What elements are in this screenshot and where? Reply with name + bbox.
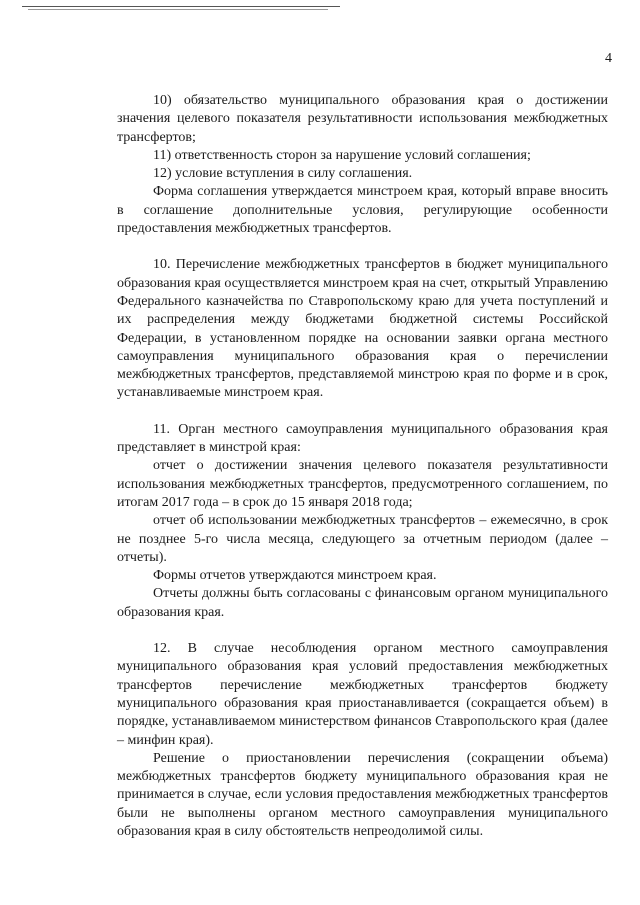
paragraph: Форма соглашения утверждается минстроем края, который вправе вносить в соглашение дополнительные условия, регулирующие особенности предоставления межбюджетных трансфертов. <box>117 184 608 237</box>
paragraph: Решение о приостановлении перечисления (сокращении объема) межбюджетных трансфертов бюджету муниципального образования края не принимается в случае, если условия предоставления межбюджетных трансфертов были не выполнены органом местного самоуправления муниципального образования края в силу обстоятельств непреодолимой силы. <box>117 750 608 839</box>
paragraph: 11) ответственность сторон за нарушение условий соглашения; <box>153 147 531 163</box>
header-rule-secondary <box>28 9 328 10</box>
paragraph-gap <box>117 622 608 640</box>
paragraph: 10) обязательство муниципального образования края о достижении значения целевого показателя результативности использования межбюджетных трансфертов; <box>117 93 608 145</box>
paragraph: Отчеты должны быть согласованы с финансовым органом муниципального образования края. <box>117 586 608 620</box>
paragraph-gap <box>117 238 608 256</box>
paragraph: отчет об использовании межбюджетных трансфертов – ежемесячно, в срок не позднее 5-го числа месяца, следующего за отчетным периодом (далее – отчеты). <box>117 513 608 565</box>
paragraph-gap <box>117 403 608 421</box>
header-rule <box>22 6 340 7</box>
paragraph: Формы отчетов утверждаются минстроем края. <box>153 568 437 584</box>
paragraph: 11. Орган местного самоуправления муниципального образования края представляет в минстрой края: <box>117 421 608 456</box>
paragraph: 12. В случае несоблюдения органом местного самоуправления муниципального образования края условий предоставления межбюджетных трансфертов перечисление межбюджетных трансфертов бюджету муниципального образования края приостанавливается (сокращается объем) в порядке, устанавливаемом министерством финансов Ставропольского края (далее – минфин края). <box>117 641 608 748</box>
page-number: 4 <box>605 51 612 66</box>
paragraph: отчет о достижении значения целевого показателя результативности использования межбюджетных трансфертов, предусмотренного соглашением, по итогам 2017 года – в срок до 15 января 2018 года; <box>117 458 608 510</box>
document-body <box>117 92 608 841</box>
paragraph: 12) условие вступления в силу соглашения. <box>153 166 413 182</box>
paragraph: 10. Перечисление межбюджетных трансфертов в бюджет муниципального образования края осуществляется минстроем края на счет, открытый Управлению Федерального казначейства по Ставропольскому краю для учета поступлений и их распределения между бюджетами бюджетной системы Российской Федерации, в установленном порядке на основании заявки органа местного самоуправления муниципального образования края о перечислении межбюджетных трансфертов, представляемой минстрою края по форме и в срок, устанавливаемые минстроем края. <box>117 257 608 401</box>
